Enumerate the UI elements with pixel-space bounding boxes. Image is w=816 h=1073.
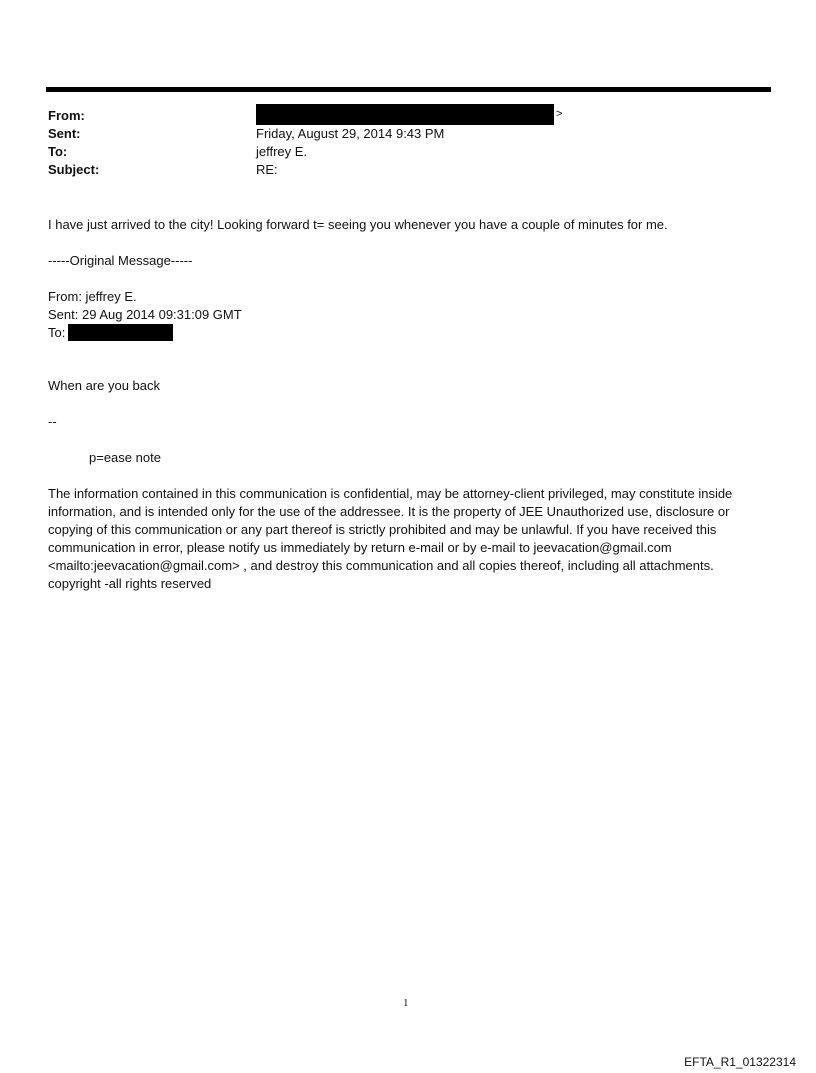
reply-line: I have just arrived to the city! Looking forward t= seeing you whenever you have a couple of minutes for me.	[48, 217, 668, 232]
subject-value: RE:	[256, 162, 278, 177]
document-id: EFTA_R1_01322314	[684, 1055, 796, 1069]
from-suffix: >	[556, 108, 563, 120]
sent-value: Friday, August 29, 2014 9:43 PM	[256, 126, 445, 141]
subject-label: Subject:	[48, 162, 100, 177]
disclaimer-paragraph: The information contained in this communication is confidential, may be attorney-client privileged, may constitute inside information, and is intended only for the use of the addressee. It is the property of JEE Unauthorized use, disclosure or copying of this communication or any part thereof is strictly prohibited and may be unlawful. If you have received this communication in error, please notify us immediately by return e-mail or by e-mail to jeevacation@gmail.com <mailto:jeevacation@gmail.com> , and destroy this communication and all copies thereof, including all attachments. copyright -all rights reserved	[48, 486, 733, 591]
to-value: jeffrey E.	[256, 144, 308, 159]
to-redaction	[68, 324, 173, 341]
original-message-marker: -----Original Message-----	[48, 253, 193, 268]
page-number: 1	[403, 997, 409, 1009]
from-redaction	[256, 104, 554, 125]
from-label: From:	[48, 108, 85, 123]
signature-dashes: --	[48, 414, 57, 429]
please-note: p=ease note	[89, 450, 161, 465]
original-from: From: jeffrey E.	[48, 289, 137, 304]
header-rule	[46, 87, 771, 92]
to-label: To:	[48, 144, 68, 159]
sent-label: Sent:	[48, 126, 81, 141]
original-to: To:	[48, 325, 66, 340]
original-sent: Sent: 29 Aug 2014 09:31:09 GMT	[48, 307, 242, 322]
question-line: When are you back	[48, 378, 161, 393]
